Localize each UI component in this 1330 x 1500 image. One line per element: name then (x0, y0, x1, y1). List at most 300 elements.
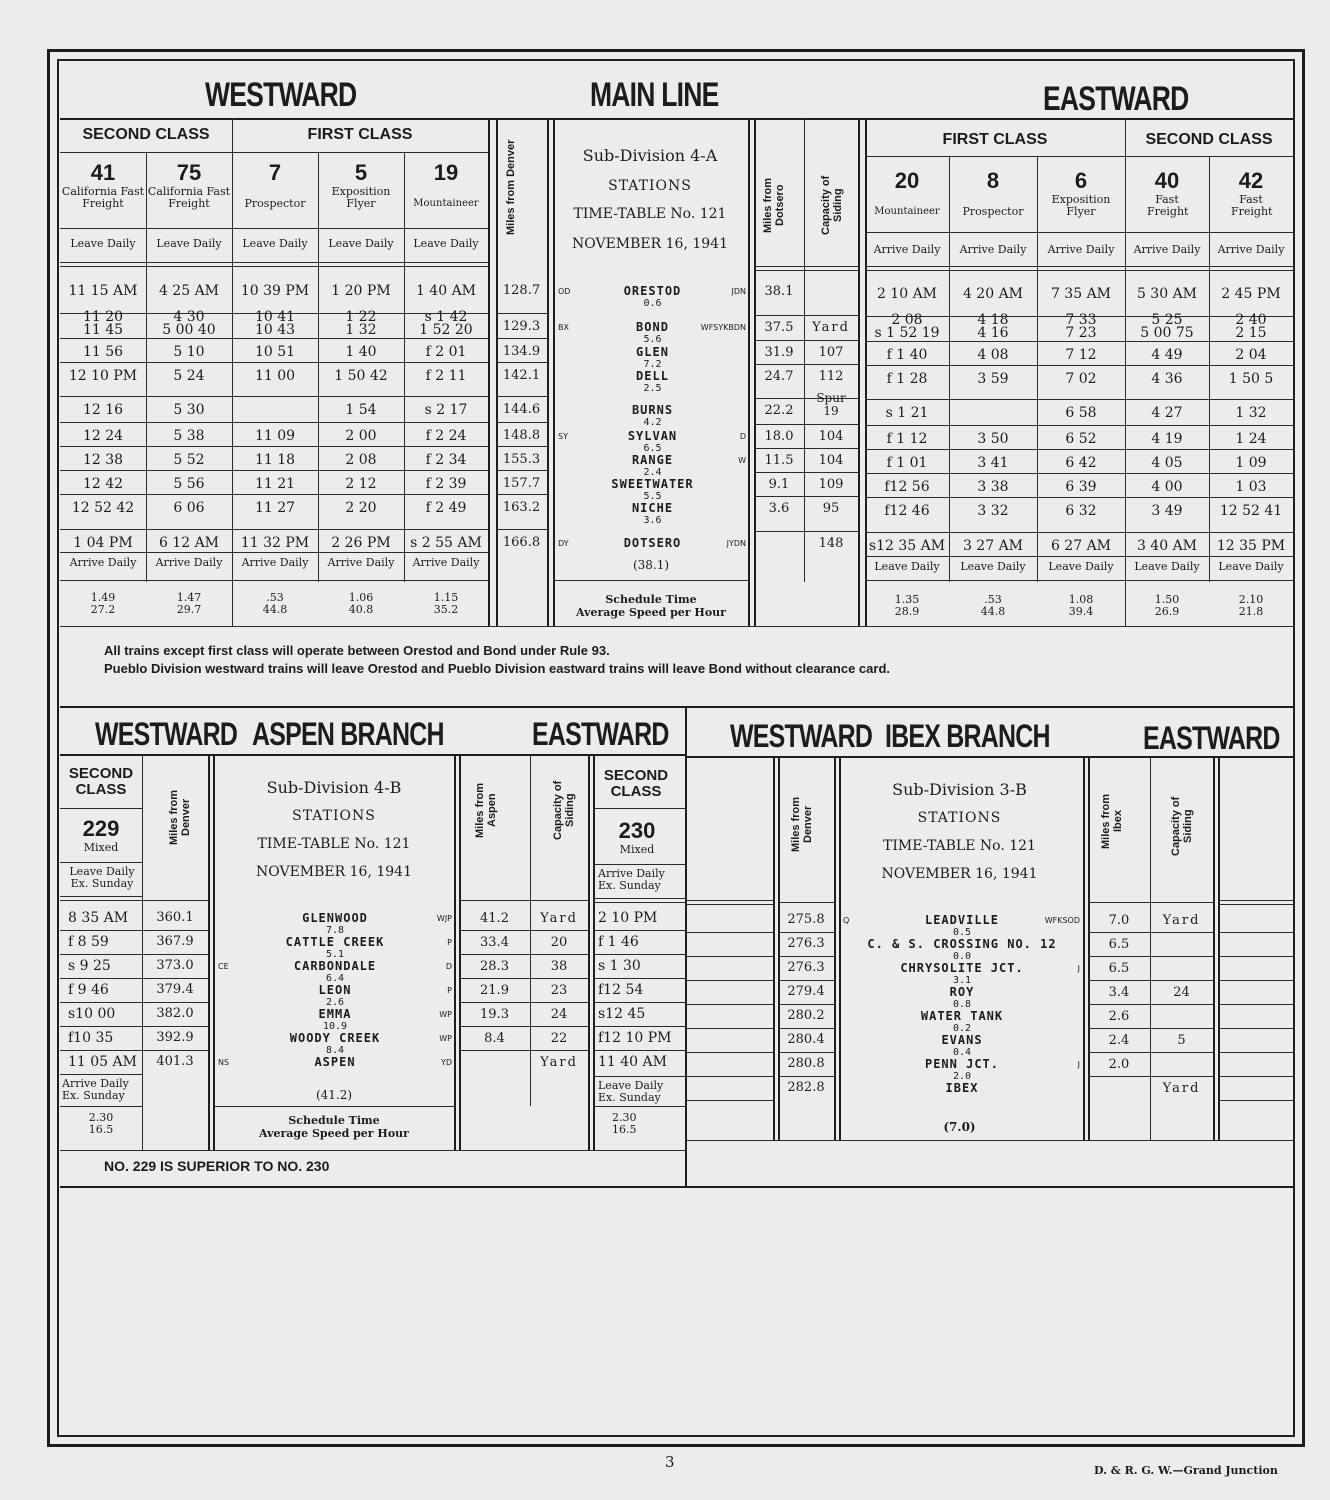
west-time-w41: 12 52 42 (71, 500, 135, 516)
row-rule (687, 956, 773, 957)
east-time-e8 (949, 314, 1037, 340)
schedule-cell (404, 592, 488, 616)
station-distance: 0.5 (952, 927, 972, 938)
time-part: 4 16 (977, 325, 1009, 341)
avg-speed: 27.2 (90, 603, 116, 616)
east-time-e20: f 1 01 (886, 455, 928, 471)
main-line-title: MAIN LINE (590, 76, 719, 114)
row-rule (459, 1050, 588, 1051)
west-time-w19: f 2 11 (425, 368, 467, 384)
row-rule (60, 1050, 142, 1051)
time-part: 7 23 (1065, 325, 1097, 341)
miles-from-aspen: 21.9 (480, 983, 509, 998)
rule (60, 900, 142, 901)
miles-from-aspen: 41.2 (480, 911, 509, 926)
row-rule (459, 1026, 588, 1027)
station-name: LEADVILLE (924, 913, 1000, 927)
rule (459, 900, 588, 901)
east-time-e40: 4 49 (1151, 347, 1183, 363)
rule (865, 156, 1293, 157)
station-code: P (447, 938, 452, 947)
schedule-cell (1125, 594, 1209, 618)
aspen-east-time: s12 45 (598, 1006, 646, 1022)
east-time-e8: 3 38 (977, 479, 1009, 495)
rule (60, 1186, 1293, 1188)
west-time-w5: 2 20 (345, 500, 377, 516)
avg-speed: 44.8 (980, 605, 1006, 618)
row-rule (865, 425, 1293, 426)
east-time-e6: 6 32 (1065, 503, 1097, 519)
aspen-eastward-heading: EASTWARD (532, 716, 669, 752)
rule (60, 228, 488, 229)
schedule-time: .53 (266, 591, 284, 604)
aspen-east-time: 2 10 PM (598, 910, 658, 926)
east-time-e6: 7 12 (1065, 347, 1097, 363)
ibex-miles-ibex-header: Miles from Ibex (1100, 793, 1124, 849)
aspen-subdivision: Sub-Division 4-B (266, 778, 402, 797)
station-name: GLENWOOD (302, 911, 368, 925)
schedule-cell (1209, 594, 1293, 618)
row-rule (778, 956, 834, 957)
siding-capacity: 24 (550, 1007, 568, 1022)
miles-from-denver: 280.4 (787, 1032, 825, 1047)
row-rule (594, 1002, 685, 1003)
station-name: DOTSERO (623, 536, 682, 550)
aspen-branch-title: ASPEN BRANCH (252, 716, 444, 752)
east-time-e42: 1 32 (1235, 405, 1267, 421)
train-name: Prospector (244, 197, 306, 210)
aspen-e-train (594, 818, 680, 856)
row-rule (496, 362, 547, 363)
row-rule (687, 932, 773, 933)
siding-capacity: 104 (818, 453, 844, 468)
station-code: JDN (731, 287, 746, 296)
rule (594, 1106, 685, 1107)
arr-label: Leave Daily (874, 560, 940, 573)
east-time-e8: 4 08 (977, 347, 1009, 363)
arr-label: Leave Daily (1048, 560, 1114, 573)
miles-from-dotsero: 22.2 (764, 403, 794, 418)
west-time-w19: 1 40 AM (415, 283, 477, 299)
miles-from-denver: 392.9 (156, 1030, 194, 1045)
aspen-w-arr: Arrive Daily Ex. Sunday (62, 1077, 129, 1102)
rule (594, 1076, 685, 1077)
arr-label: Leave Daily (1134, 560, 1200, 573)
station-code: WFKSOD (1044, 916, 1080, 925)
station-distance: 5.6 (643, 334, 662, 345)
row-rule (142, 1002, 208, 1003)
station-name: WATER TANK (920, 1009, 1004, 1023)
schedule-cell (865, 594, 949, 618)
siding-capacity: 22 (550, 1031, 568, 1046)
station-distance: 4.2 (643, 417, 662, 428)
station-code: YD (440, 1058, 452, 1067)
station-code: J (1077, 964, 1080, 973)
miles-from-denver: 275.8 (787, 912, 825, 927)
schedule-cell (60, 592, 146, 616)
siding-capacity: 20 (550, 935, 568, 950)
rule (146, 152, 147, 582)
west-time-w7: 11 21 (254, 476, 296, 492)
miles-from-ibex: 6.5 (1108, 961, 1130, 976)
row-rule (594, 1050, 685, 1051)
main-subdivision: Sub-Division 4-A (582, 146, 718, 165)
row-rule (459, 930, 588, 931)
miles-from-denver: 134.9 (502, 344, 541, 359)
east-time-e20: s 1 21 (885, 405, 929, 421)
rule (60, 1106, 142, 1107)
row-rule (496, 338, 547, 339)
schedule-time: 2.10 (1238, 593, 1264, 606)
train-name: Fast Freight (1147, 193, 1189, 218)
rule (865, 266, 1293, 267)
miles-from-aspen: 19.3 (480, 1007, 509, 1022)
ibex-total-miles: (7.0) (943, 1120, 976, 1134)
row-rule (687, 980, 773, 981)
row-rule (865, 449, 1293, 450)
aspen-east-time: 11 40 AM (598, 1054, 667, 1070)
miles-from-denver: 373.0 (156, 958, 194, 973)
east-time-e40: 4 05 (1151, 455, 1183, 471)
rule (748, 118, 750, 626)
cap-part: Spur (816, 391, 846, 405)
station-name: RANGE (631, 453, 674, 467)
train-number: 19 (433, 160, 459, 185)
east-time-e40: 3 40 AM (1136, 538, 1198, 554)
east-time-e20 (865, 314, 949, 340)
schedule-cell (318, 592, 404, 616)
row-rule (60, 362, 488, 363)
station-name: CHRYSOLITE JCT. (900, 961, 1024, 975)
time-part: 10 43 (254, 322, 296, 338)
aspen-west-time: f 9 46 (68, 982, 109, 998)
aspen-superior-note: NO. 229 IS SUPERIOR TO NO. 230 (104, 1158, 330, 1174)
west-time-w5: 2 00 (345, 428, 377, 444)
row-rule (496, 446, 547, 447)
avg-speed: 28.9 (894, 605, 920, 618)
aspen-schedule-labels (214, 1114, 454, 1140)
train-number: 229 (82, 816, 120, 841)
west-time-w5: 1 40 (345, 344, 377, 360)
aspen-miles-aspen-header: Miles from Aspen (474, 782, 498, 838)
e-first-class-label: FIRST CLASS (942, 131, 1048, 148)
rule (865, 580, 1293, 581)
siding-capacity: Yard (812, 320, 850, 335)
station-code-prefix: SY (558, 432, 568, 441)
schedule-time: 1.49 (90, 591, 116, 604)
aspen-e-arr: Leave Daily Ex. Sunday (598, 1079, 664, 1104)
row-rule (1088, 932, 1213, 933)
station-distance: 0.4 (952, 1047, 972, 1058)
west-time-w41: 12 16 (82, 402, 124, 418)
row-rule (496, 396, 547, 397)
row-rule (60, 1002, 142, 1003)
aspen-west-time: 11 05 AM (68, 1054, 137, 1070)
station-code: WP (439, 1034, 452, 1043)
rule (858, 118, 860, 626)
aspen-w-sched (60, 1112, 142, 1136)
station-code-prefix: DY (558, 539, 569, 548)
aspen-east-time: f12 10 PM (598, 1030, 672, 1046)
station-distance: 2.5 (643, 383, 662, 394)
station-distance: 10.9 (322, 1021, 348, 1032)
time-part: 7 33 (1065, 312, 1097, 328)
avg-speed: 44.8 (262, 603, 288, 616)
when-label: Leave Daily (70, 237, 136, 250)
station-name: GLEN (636, 345, 669, 359)
schedule-time-label: Schedule Time (288, 1114, 380, 1127)
east-time-e40: 5 30 AM (1136, 286, 1198, 302)
station-name: CATTLE CREEK (285, 935, 385, 949)
row-rule (754, 364, 858, 365)
printer-credit: D. & R. G. W.—Grand Junction (1094, 1464, 1278, 1477)
miles-from-denver: 148.8 (502, 428, 541, 443)
arr-label: Leave Daily (960, 560, 1026, 573)
main-header-rule (60, 118, 1293, 120)
train-name: Fast Freight (1231, 193, 1273, 218)
west-time-w5: 1 50 42 (334, 368, 388, 384)
east-time-e42: 12 52 41 (1219, 503, 1283, 519)
miles-from-denver: 279.4 (787, 984, 825, 999)
schedule-time: 1.15 (433, 591, 459, 604)
rule (865, 556, 1293, 557)
row-rule (778, 932, 834, 933)
rule (60, 580, 488, 581)
row-rule (865, 473, 1293, 474)
row-rule (459, 1002, 588, 1003)
arr-label: Arrive Daily (241, 556, 309, 569)
station-code: J (1077, 1060, 1080, 1069)
station-name: PENN JCT. (924, 1057, 1000, 1071)
page-number: 3 (665, 1453, 675, 1471)
west-time-w5: 2 08 (345, 452, 377, 468)
schedule-cell (146, 592, 232, 616)
rule (594, 808, 685, 809)
ibex-miles-denver-header: Miles from Denver (790, 796, 814, 852)
when-label: Arrive Daily (873, 243, 941, 256)
train-number: 6 (1074, 168, 1088, 193)
aspen-miles-denver-header: Miles from Denver (168, 789, 192, 845)
row-rule (1218, 1028, 1293, 1029)
time-part: 2 40 (1235, 312, 1267, 328)
row-rule (496, 422, 547, 423)
miles-from-denver: 142.1 (502, 368, 541, 383)
east-time-e8: 3 32 (977, 503, 1009, 519)
schedule-time: 1.47 (176, 591, 202, 604)
row-rule (1218, 1004, 1293, 1005)
east-time-e42: 2 45 PM (1221, 286, 1281, 302)
west-time-w19: f 2 01 (425, 344, 467, 360)
west-time-w5: 1 20 PM (331, 283, 391, 299)
train-number: 42 (1238, 168, 1264, 193)
miles-from-denver: 401.3 (156, 1054, 194, 1069)
station-code: WP (439, 1010, 452, 1019)
miles-from-ibex: 2.6 (1108, 1009, 1130, 1024)
main-westward-heading: WESTWARD (205, 76, 357, 114)
main-timetable: TIME-TABLE No. 121 (573, 206, 727, 222)
main-total-miles: (38.1) (632, 558, 670, 572)
row-rule (754, 472, 858, 473)
station-distance: 2.0 (952, 1071, 972, 1082)
rule (60, 1074, 142, 1075)
row-rule (1218, 932, 1293, 933)
east-time-e6: 6 39 (1065, 479, 1097, 495)
when-label: Arrive Daily (1133, 243, 1201, 256)
aspen-e-when: Arrive Daily Ex. Sunday (598, 867, 665, 892)
rule (60, 808, 142, 809)
aspen-e-second-class: SECOND CLASS (603, 767, 669, 800)
station-code: D (739, 432, 746, 441)
east-time-e20: f12 46 (884, 503, 930, 519)
west-time-w5 (318, 311, 404, 337)
west-time-w75: 5 10 (173, 344, 205, 360)
west-time-w7: 11 32 PM (240, 535, 310, 551)
row-rule (60, 422, 488, 423)
east-time-e42 (1209, 314, 1293, 340)
miles-from-aspen: 28.3 (480, 959, 509, 974)
row-rule (594, 954, 685, 955)
east-time-e40: 3 49 (1151, 503, 1183, 519)
rule (60, 552, 488, 553)
arr-label: Arrive Daily (327, 556, 395, 569)
time-part: 4 18 (977, 312, 1009, 328)
miles-from-dotsero: 38.1 (764, 284, 794, 299)
train-name: California Fast Freight (61, 185, 145, 210)
time-part: 2 15 (1235, 325, 1267, 341)
avg-speed: 16.5 (612, 1123, 637, 1136)
siding-capacity: Yard (540, 1055, 578, 1070)
west-time-w19: f 2 34 (425, 452, 467, 468)
rule (60, 152, 488, 153)
miles-from-denver-header: Miles from Denver (505, 139, 517, 235)
row-rule (594, 1026, 685, 1027)
station-distance: 0.8 (952, 999, 972, 1010)
station-distance: 0.0 (952, 951, 972, 962)
row-rule (1088, 1076, 1213, 1077)
east-time-e40: 4 19 (1151, 431, 1183, 447)
ibex-branch-title: IBEX BRANCH (885, 718, 1050, 754)
station-distance: 2.6 (325, 997, 345, 1008)
row-rule (687, 1076, 773, 1077)
miles-from-ibex: 6.5 (1108, 937, 1130, 952)
west-time-w75: 5 30 (173, 402, 205, 418)
station-name: SWEETWATER (611, 477, 694, 491)
rule (60, 862, 142, 863)
row-rule (496, 470, 547, 471)
station-name: EMMA (318, 1007, 352, 1021)
miles-from-denver: 128.7 (502, 283, 541, 298)
capacity-header: Capacity of Siding (820, 175, 844, 235)
train-number: 75 (176, 160, 202, 185)
station-name: BURNS (631, 403, 674, 417)
when-label: Arrive Daily (959, 243, 1027, 256)
east-time-e6: 6 42 (1065, 455, 1097, 471)
time-part: s 1 42 (424, 309, 468, 325)
when-label: Leave Daily (156, 237, 222, 250)
avg-speed: 26.9 (1154, 605, 1180, 618)
rule (687, 904, 773, 905)
station-name: WOODY CREEK (289, 1031, 381, 1045)
west-time-w75 (146, 311, 232, 337)
aspen-east-time: f12 54 (598, 982, 644, 998)
rule (593, 898, 685, 899)
schedule-time: 1.35 (894, 593, 920, 606)
when-label: Leave Daily (328, 237, 394, 250)
rule (839, 756, 841, 1140)
avg-speed: 29.7 (176, 603, 202, 616)
miles-from-dotsero: 37.5 (764, 320, 794, 335)
when-label: Arrive Daily (1217, 243, 1285, 256)
rule (208, 754, 210, 1150)
train-name: California Fast Freight (147, 185, 231, 210)
miles-from-denver: 144.6 (502, 402, 541, 417)
east-time-e42: 1 24 (1235, 431, 1267, 447)
siding-capacity: 5 (1177, 1033, 1186, 1048)
rule (60, 262, 488, 263)
east-time-e40: 4 00 (1151, 479, 1183, 495)
row-rule (60, 954, 142, 955)
schedule-time: 1.06 (348, 591, 374, 604)
east-time-e42: 1 50 5 (1228, 371, 1274, 387)
east-time-e8: 4 20 AM (962, 286, 1024, 302)
west-time-w41: 12 10 PM (68, 368, 138, 384)
west-time-w41: 1 04 PM (73, 535, 133, 551)
time-part: 5 00 75 (1140, 325, 1194, 341)
row-rule (60, 494, 488, 495)
siding-capacity: Yard (1162, 913, 1201, 928)
schedule-cell (1037, 594, 1125, 618)
east-time-e20: s12 35 AM (868, 538, 946, 554)
train-name: Exposition Flyer (1051, 193, 1111, 218)
ibex-timetable: TIME-TABLE No. 121 (883, 838, 1036, 854)
row-rule (594, 978, 685, 979)
ibex-date: NOVEMBER 16, 1941 (881, 866, 1038, 882)
row-rule (60, 529, 488, 530)
row-rule (142, 954, 208, 955)
rule (1213, 756, 1215, 1140)
rule (778, 902, 834, 903)
when-label: Leave Daily (242, 237, 308, 250)
w-first-class-label: FIRST CLASS (307, 126, 413, 143)
miles-from-ibex: 3.4 (1108, 985, 1130, 1000)
station-distance: 2.4 (643, 467, 662, 478)
rule (60, 896, 142, 897)
east-time-e6: 7 35 AM (1050, 286, 1112, 302)
time-part: s 1 52 19 (874, 325, 940, 341)
station-name: EVANS (941, 1033, 983, 1047)
train-number: 41 (90, 160, 116, 185)
row-rule (754, 448, 858, 449)
east-time-e20: f12 56 (884, 479, 930, 495)
rule (754, 270, 858, 271)
station-code-prefix: NS (218, 1058, 230, 1067)
aspen-w-second-class: SECOND CLASS (68, 765, 134, 798)
west-time-w7: 11 09 (254, 428, 296, 444)
rule (1218, 1100, 1293, 1101)
avg-speed: 16.5 (88, 1123, 114, 1136)
station-distance: 7.8 (325, 925, 345, 936)
miles-from-dotsero: 31.9 (764, 345, 794, 360)
station-code-prefix: Q (843, 916, 850, 925)
west-time-w19: s 2 55 AM (410, 535, 482, 551)
west-time-w7: 11 27 (254, 500, 296, 516)
miles-from-ibex: 7.0 (1108, 913, 1130, 928)
west-time-w75: 5 24 (173, 368, 205, 384)
station-name: C. & S. CROSSING NO. 12 (867, 937, 1057, 951)
main-note-2: Pueblo Division westward trains will leave Orestod and Pueblo Division eastward trains will leave Bond without clearance card. (104, 661, 890, 676)
west-time-w5: 1 54 (345, 402, 377, 418)
time-part: 2 08 (891, 312, 923, 328)
